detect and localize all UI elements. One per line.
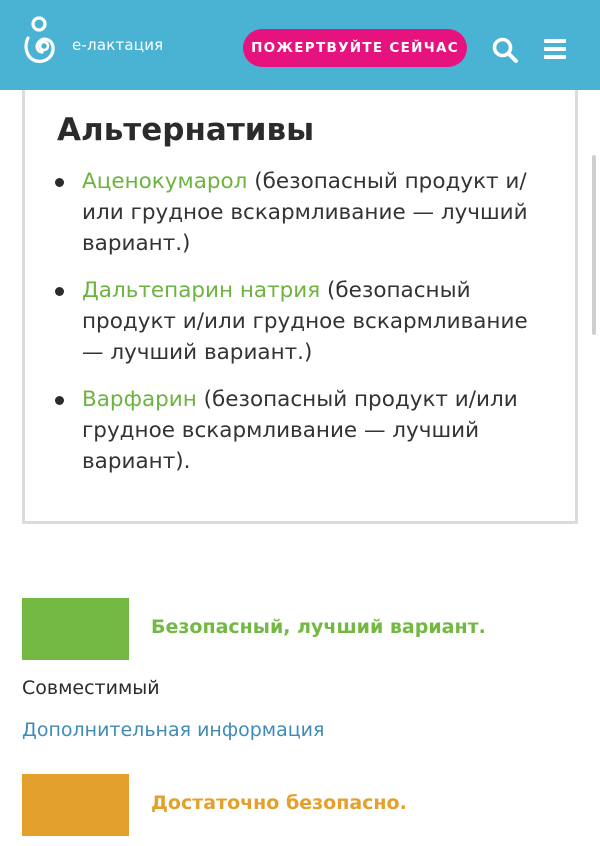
- site-name[interactable]: e-лактация: [72, 36, 164, 54]
- alternatives-box: [22, 90, 578, 524]
- list-item: [55, 384, 535, 477]
- bullet-icon: [55, 287, 64, 296]
- mother-baby-logo-icon[interactable]: [20, 16, 60, 66]
- bullet-icon: [55, 178, 64, 187]
- safe-best-swatch: [22, 598, 129, 660]
- scrollbar[interactable]: [592, 155, 596, 335]
- list-item: [55, 275, 535, 368]
- fairly-safe-label: Достаточно безопасно.: [151, 792, 407, 814]
- alternatives-list: [55, 166, 535, 493]
- top-navigation-bar: [0, 0, 600, 90]
- alternative-link-dalteparin[interactable]: Дальтепарин натрия: [82, 278, 321, 303]
- bullet-icon: [55, 396, 64, 405]
- safe-best-label: Безопасный, лучший вариант.: [151, 616, 486, 638]
- fairly-safe-swatch: [22, 774, 129, 836]
- alternative-note: (безопасный продукт и/или грудное вскармливание — лучший вариант.): [82, 169, 528, 256]
- alternative-link-warfarin[interactable]: Варфарин: [82, 387, 197, 412]
- search-icon[interactable]: [491, 36, 519, 64]
- alternative-link-acenocoumarol[interactable]: Аценокумарол: [82, 169, 248, 194]
- alternative-note: (безопасный продукт и/или грудное вскармливание — лучший вариант).: [82, 387, 518, 474]
- menu-icon[interactable]: [544, 39, 568, 59]
- donate-now-button[interactable]: ПОЖЕРТВУЙТЕ СЕЙЧАС: [243, 29, 467, 67]
- alternatives-title: Альтернативы: [57, 112, 315, 148]
- compatibility-status: Совместимый: [22, 677, 160, 699]
- more-info-link[interactable]: Дополнительная информация: [22, 719, 325, 741]
- alternative-note: (безопасный продукт и/или грудное вскармливание — лучший вариант.): [82, 278, 528, 365]
- list-item: [55, 166, 535, 259]
